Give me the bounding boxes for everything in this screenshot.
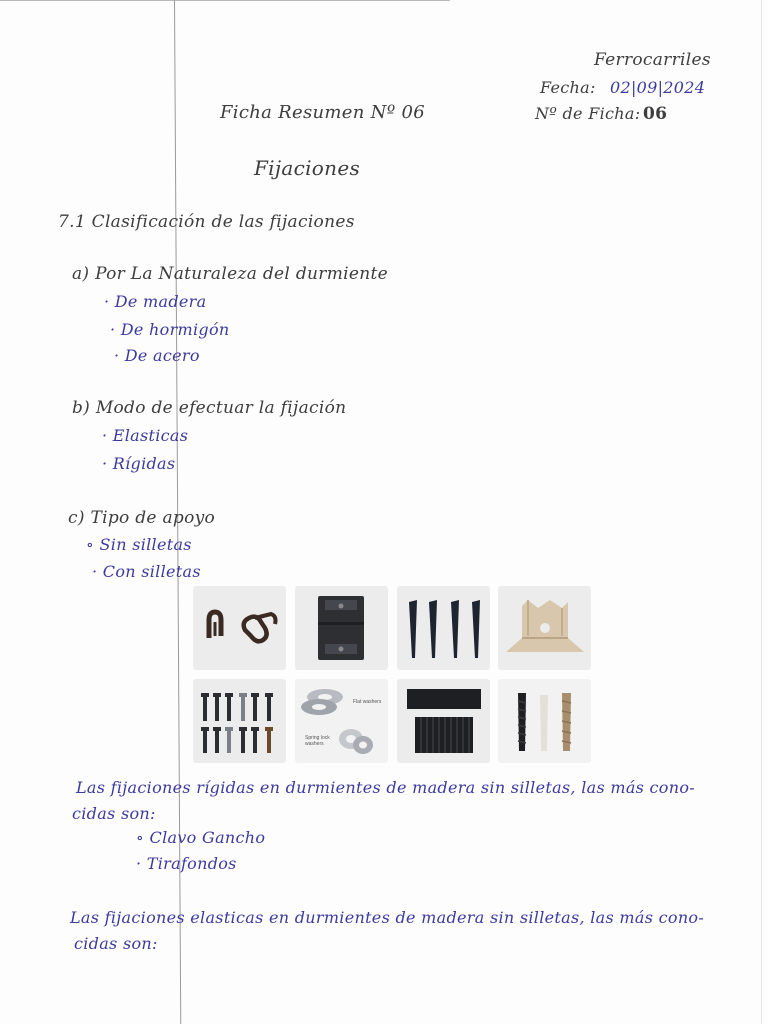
- concrete-insert-icon: [498, 586, 591, 670]
- group-b-label: b) Modo de efectuar la fijación: [72, 398, 347, 418]
- top-rule: [0, 0, 450, 1]
- sheet-title: Ficha Resumen Nº 06: [220, 102, 425, 123]
- elastic-clip-tile: [193, 586, 286, 670]
- group-a-label: a) Por La Naturaleza del durmiente: [72, 264, 388, 284]
- spring-washer-caption: Spring lock washers: [305, 735, 330, 747]
- grooved-pad-tile: [397, 679, 490, 763]
- paragraph-1-item-1: ∘ Clavo Gancho: [136, 828, 266, 847]
- paragraph-1-line-1: Las fijaciones rígidas en durmientes de madera sin silletas, las más cono-: [76, 778, 695, 797]
- sheet-number-label: Nº de Ficha:: [535, 104, 641, 123]
- paragraph-2-line-2: cidas son:: [74, 934, 158, 953]
- rubber-pad-tile: [295, 586, 388, 670]
- group-c-item-1: ∘ Sin silletas: [86, 535, 192, 554]
- screw-spike-tile: [193, 679, 286, 763]
- dowel-tile: [498, 679, 591, 763]
- dog-spike-icon: [397, 586, 490, 670]
- rubber-pad-icon: [295, 586, 388, 670]
- concrete-insert-tile: [498, 586, 591, 670]
- group-a-item-2: · De hormigón: [110, 320, 230, 339]
- grooved-pad-icon: [397, 679, 490, 763]
- group-b-item-1: · Elasticas: [102, 426, 189, 445]
- date-label: Fecha:: [540, 78, 596, 97]
- paragraph-1-line-2: cidas son:: [72, 804, 156, 823]
- washer-tile: [295, 679, 388, 763]
- group-c-item-2: · Con silletas: [92, 562, 201, 581]
- screw-spike-icon: [193, 679, 286, 763]
- group-a-item-3: · De acero: [114, 346, 200, 365]
- flat-washer-caption: Flat washers: [353, 699, 382, 705]
- dowel-icon: [498, 679, 591, 763]
- page-edge: [761, 0, 762, 1024]
- elastic-clip-icon: [193, 586, 286, 670]
- paragraph-1-item-2: · Tirafondos: [136, 854, 237, 873]
- subject-label: Ferrocarriles: [594, 50, 711, 70]
- group-a-item-1: · De madera: [104, 292, 207, 311]
- date-value: 02|09|2024: [610, 78, 706, 97]
- paragraph-2-line-1: Las fijaciones elasticas en durmientes de madera sin silletas, las más cono-: [70, 908, 705, 927]
- section-heading: 7.1 Clasificación de las fijaciones: [58, 212, 355, 232]
- dog-spike-tile: [397, 586, 490, 670]
- group-b-item-2: · Rígidas: [102, 454, 176, 473]
- washer-icon: [295, 679, 388, 763]
- main-title: Fijaciones: [254, 156, 361, 180]
- sheet-number-value: 06: [643, 104, 668, 124]
- group-c-label: c) Tipo de apoyo: [68, 508, 216, 528]
